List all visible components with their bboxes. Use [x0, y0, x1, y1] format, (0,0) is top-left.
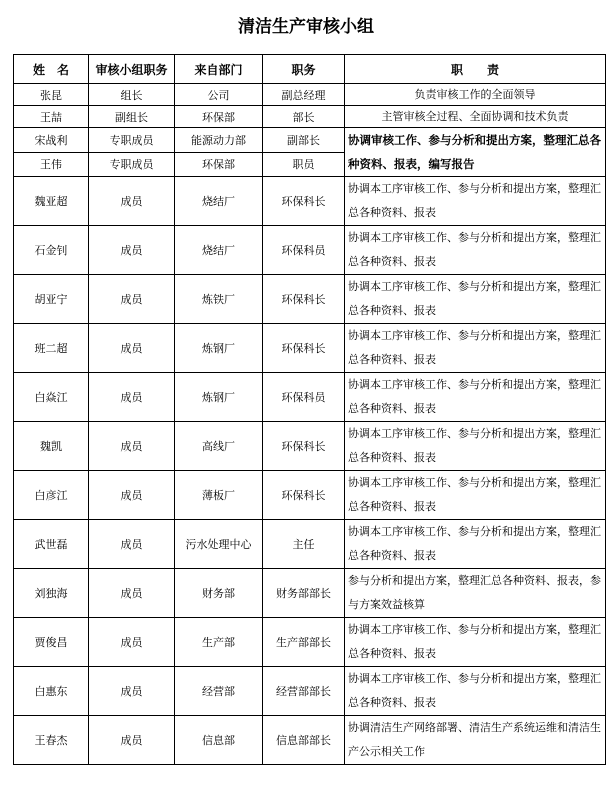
- table-row: [14, 324, 606, 373]
- cell-name: 王春杰: [14, 716, 89, 765]
- cell-duty: 协调本工序审核工作、参与分析和提出方案，整理汇总各种资料、报表: [345, 177, 606, 226]
- table-row: [14, 128, 606, 153]
- table-row: [14, 569, 606, 618]
- header-position: 职务: [263, 55, 345, 84]
- cell-position: 环保科员: [263, 373, 345, 422]
- cell-dept: 财务部: [175, 569, 263, 618]
- cell-position: 环保科长: [263, 471, 345, 520]
- cell-dept: 经营部: [175, 667, 263, 716]
- cell-name: 王喆: [14, 106, 89, 128]
- header-name: 姓 名: [14, 55, 89, 84]
- cell-duty: 主管审核全过程、全面协调和技术负责: [345, 106, 606, 128]
- table-row: [14, 226, 606, 275]
- header-role: 审核小组职务: [89, 55, 175, 84]
- cell-dept: 薄板厂: [175, 471, 263, 520]
- cell-role: 专职成员: [89, 152, 175, 177]
- cell-duty: 协调本工序审核工作、参与分析和提出方案，整理汇总各种资料、报表: [345, 226, 606, 275]
- cell-dept: 高线厂: [175, 422, 263, 471]
- cell-role: 成员: [89, 226, 175, 275]
- cell-duty: 协调本工序审核工作、参与分析和提出方案，整理汇总各种资料、报表: [345, 520, 606, 569]
- cell-duty: 协调清洁生产网络部署、清洁生产系统运维和清洁生产公示相关工作: [345, 716, 606, 765]
- cell-position: 环保科长: [263, 422, 345, 471]
- table-row: [14, 520, 606, 569]
- cell-role: 成员: [89, 177, 175, 226]
- cell-duty: 参与分析和提出方案，整理汇总各种资料、报表，参与方案效益核算: [345, 569, 606, 618]
- cell-duty: 协调本工序审核工作、参与分析和提出方案，整理汇总各种资料、报表: [345, 324, 606, 373]
- cell-role: 成员: [89, 667, 175, 716]
- cell-name: 宋战利: [14, 128, 89, 153]
- audit-team-table: [13, 54, 606, 765]
- cell-position: 生产部部长: [263, 618, 345, 667]
- cell-position: 环保科长: [263, 177, 345, 226]
- cell-dept: 烧结厂: [175, 177, 263, 226]
- cell-dept: 炼钢厂: [175, 373, 263, 422]
- cell-dept: 炼铁厂: [175, 275, 263, 324]
- cell-role: 成员: [89, 569, 175, 618]
- cell-role: 成员: [89, 618, 175, 667]
- cell-dept: 环保部: [175, 152, 263, 177]
- header-dept: 来自部门: [175, 55, 263, 84]
- cell-name: 白彦江: [14, 471, 89, 520]
- cell-position: 环保科员: [263, 226, 345, 275]
- cell-duty: 协调本工序审核工作、参与分析和提出方案，整理汇总各种资料、报表: [345, 422, 606, 471]
- cell-position: 副总经理: [263, 84, 345, 106]
- table-row: [14, 667, 606, 716]
- cell-position: 主任: [263, 520, 345, 569]
- cell-role: 副组长: [89, 106, 175, 128]
- cell-name: 白惠东: [14, 667, 89, 716]
- cell-duty: 协调审核工作、参与分析和提出方案，整理汇总各种资料、报表，编写报告: [345, 128, 606, 177]
- cell-role: 成员: [89, 422, 175, 471]
- page-title: 清洁生产审核小组: [238, 17, 374, 37]
- cell-duty: 协调本工序审核工作、参与分析和提出方案，整理汇总各种资料、报表: [345, 275, 606, 324]
- cell-role: 组长: [89, 84, 175, 106]
- cell-position: 部长: [263, 106, 345, 128]
- table-row: [14, 106, 606, 128]
- cell-name: 石金钊: [14, 226, 89, 275]
- cell-name: 胡亚宁: [14, 275, 89, 324]
- cell-dept: 能源动力部: [175, 128, 263, 153]
- cell-dept: 环保部: [175, 106, 263, 128]
- table-row: [14, 177, 606, 226]
- cell-role: 成员: [89, 471, 175, 520]
- cell-dept: 污水处理中心: [175, 520, 263, 569]
- cell-position: 环保科长: [263, 324, 345, 373]
- cell-name: 魏凯: [14, 422, 89, 471]
- cell-name: 白焱江: [14, 373, 89, 422]
- cell-role: 成员: [89, 324, 175, 373]
- cell-position: 职员: [263, 152, 345, 177]
- table-row: [14, 84, 606, 106]
- cell-name: 王伟: [14, 152, 89, 177]
- cell-duty: 协调本工序审核工作、参与分析和提出方案，整理汇总各种资料、报表: [345, 618, 606, 667]
- table-header-row: [14, 55, 606, 84]
- cell-name: 张昆: [14, 84, 89, 106]
- cell-duty: 协调本工序审核工作、参与分析和提出方案，整理汇总各种资料、报表: [345, 373, 606, 422]
- cell-role: 成员: [89, 373, 175, 422]
- cell-position: 财务部部长: [263, 569, 345, 618]
- table-row: [14, 471, 606, 520]
- cell-name: 武世磊: [14, 520, 89, 569]
- cell-name: 班二超: [14, 324, 89, 373]
- cell-position: 经营部部长: [263, 667, 345, 716]
- cell-duty: 负责审核工作的全面领导: [345, 84, 606, 106]
- header-duty: 职 责: [345, 55, 606, 84]
- cell-duty: 协调本工序审核工作、参与分析和提出方案，整理汇总各种资料、报表: [345, 471, 606, 520]
- table-row: [14, 716, 606, 765]
- cell-name: 魏亚超: [14, 177, 89, 226]
- table-row: [14, 275, 606, 324]
- table-row: [14, 422, 606, 471]
- cell-dept: 生产部: [175, 618, 263, 667]
- cell-duty: 协调本工序审核工作、参与分析和提出方案，整理汇总各种资料、报表: [345, 667, 606, 716]
- cell-role: 成员: [89, 716, 175, 765]
- cell-dept: 炼钢厂: [175, 324, 263, 373]
- table-row: [14, 618, 606, 667]
- cell-dept: 信息部: [175, 716, 263, 765]
- cell-role: 成员: [89, 275, 175, 324]
- cell-position: 环保科长: [263, 275, 345, 324]
- cell-dept: 烧结厂: [175, 226, 263, 275]
- cell-dept: 公司: [175, 84, 263, 106]
- cell-name: 刘独海: [14, 569, 89, 618]
- cell-role: 专职成员: [89, 128, 175, 153]
- cell-position: 信息部部长: [263, 716, 345, 765]
- cell-position: 副部长: [263, 128, 345, 153]
- cell-role: 成员: [89, 520, 175, 569]
- table-row: [14, 373, 606, 422]
- cell-name: 贾俊昌: [14, 618, 89, 667]
